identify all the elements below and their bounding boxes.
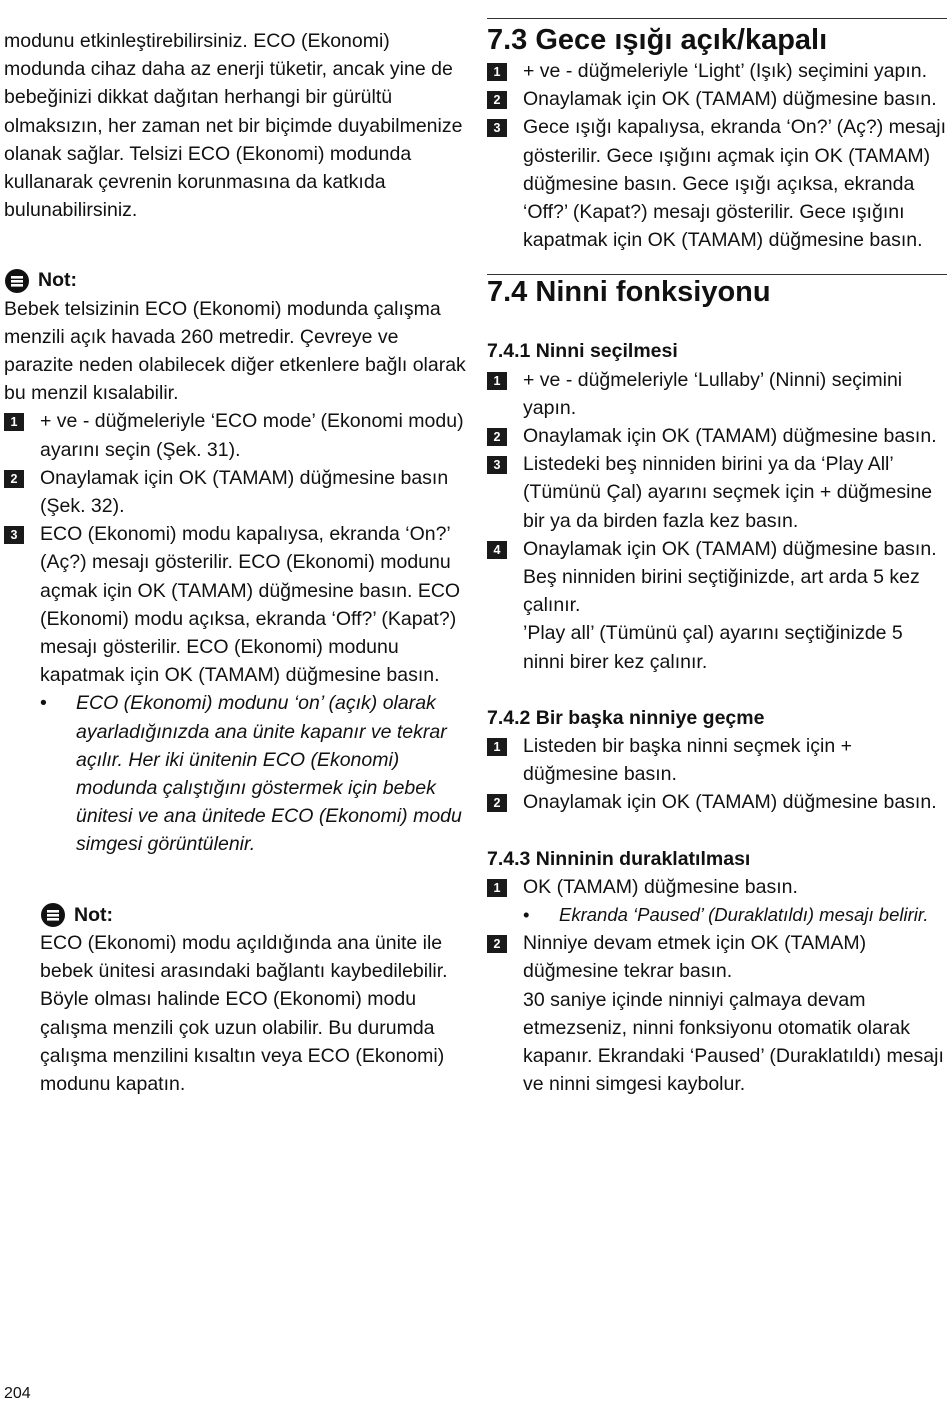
- step-text: Listedeki beş ninniden birini ya da ‘Play All’ (Tümünü Çal) ayarını seçmek için + düğmesine bir ya da birden fazla kez basın.: [523, 453, 933, 532]
- pause-lullaby-steps: [487, 873, 947, 986]
- step-number-badge: 3: [487, 456, 507, 474]
- step-item: [487, 873, 947, 901]
- step-item: [487, 422, 947, 450]
- lullaby-info-1: Beş ninniden birini seçtiğinizde, art arda 5 kez çalınır.: [523, 566, 920, 617]
- step-item: [487, 57, 947, 85]
- lullaby-select-steps: [487, 366, 947, 563]
- step-item: [487, 788, 947, 816]
- eco-bullet-text: ECO (Ekonomi) modunu ‘on’ (açık) olarak ayarladığınızda ana ünite kapanır ve tekrar açılır. Her iki ünitenin ECO (Ekonomi) modunda çalıştığını göstermek için bebek ünitesi ve ana ünitede ECO (Ekonomi) modu simgesi görüntülenir.: [76, 692, 462, 856]
- step-number-badge: 1: [487, 372, 507, 390]
- step-item: [487, 113, 947, 254]
- note-2-text: ECO (Ekonomi) modu açıldığında ana ünite ile bebek ünitesi arasındaki bağlantı kaybedilebilir. Böyle olması halinde ECO (Ekonomi) modu çalışma menzili çok uzun olabilir. Bu durumda çalışma menzilini kısaltın veya ECO (Ekonomi) modunu kapatın.: [40, 931, 448, 1095]
- section-7-4-1-title: 7.4.1 Ninni seçilmesi: [487, 340, 678, 363]
- step-text: Onaylamak için OK (TAMAM) düğmesine basın.: [523, 88, 937, 111]
- step-number-badge: 1: [4, 413, 24, 431]
- eco-steps: [4, 407, 468, 689]
- night-light-steps: [487, 57, 947, 254]
- step-number-badge: 3: [487, 119, 507, 137]
- step-text: Onaylamak için OK (TAMAM) düğmesine basın (Şek. 32).: [40, 466, 449, 518]
- intro-paragraph: modunu etkinleştirebilirsiniz. ECO (Ekonomi) modunda cihaz daha az enerji tüketir, ancak yine de bebeğinizi dikkat dağıtan herhangi bir gürültü olmaksızın, her zaman net bir biçimde duyabilmenize olanak sağlar. Telsizi ECO (Ekonomi) modunda kullanarak çevrenin korunmasına da katkıda bulunabilirsiniz.: [4, 30, 463, 222]
- note-1-text: Bebek telsizinin ECO (Ekonomi) modunda çalışma menzili açık havada 260 metredir. Çevreye ve parazite neden olabilecek diğer etkenlere bağlı olarak bu menzil kısalabilir.: [4, 297, 466, 405]
- note-1-heading: [4, 266, 468, 294]
- step-text: + ve - düğmeleriyle ‘Lullaby’ (Ninni) seçimini yapın.: [523, 368, 903, 419]
- page-number: 204: [4, 1385, 31, 1402]
- paused-bullet-text: Ekranda ‘Paused’ (Duraklatıldı) mesajı belirir.: [559, 904, 929, 926]
- step-number-badge: 1: [487, 63, 507, 81]
- step-number-badge: 1: [487, 879, 507, 897]
- step-number-badge: 2: [487, 428, 507, 446]
- step-text: Onaylamak için OK (TAMAM) düğmesine basın.: [523, 537, 937, 560]
- step-text: + ve - düğmeleriyle ‘ECO mode’ (Ekonomi modu) ayarını seçin (Şek. 31).: [40, 410, 464, 461]
- step-number-badge: 2: [487, 91, 507, 109]
- step-number-badge: 2: [487, 794, 507, 812]
- next-lullaby-steps: [487, 732, 947, 817]
- section-7-4-title: 7.4 Ninni fonksiyonu: [487, 276, 771, 309]
- step-item: [487, 732, 947, 788]
- step-text: ECO (Ekonomi) modu kapalıysa, ekranda ‘On?’ (Aç?) mesajı gösterilir. ECO (Ekonomi) modunu açmak için OK (TAMAM) düğmesine basın. ECO (Ekonomi) modu açıksa, ekranda ‘Off?’ (Kapat?) mesajı gösterilir. ECO (Ekonomi) modunu kapatmak için OK (TAMAM) düğmesine basın.: [40, 523, 461, 687]
- step-text: Ninniye devam etmek için OK (TAMAM) düğmesine tekrar basın.: [523, 932, 867, 983]
- step-item: [487, 85, 947, 113]
- note-icon: [40, 902, 66, 928]
- step-number-badge: 2: [4, 470, 24, 488]
- step-item: [487, 366, 947, 422]
- lullaby-info-2: ’Play all’ (Tümünü çal) ayarını seçtiğinizde 5 ninni birer kez çalınır.: [523, 622, 903, 673]
- step-item: [4, 520, 468, 689]
- step-item: [487, 535, 947, 563]
- step-number-badge: 2: [487, 935, 507, 953]
- paused-bullet: [523, 901, 947, 929]
- step-text: Onaylamak için OK (TAMAM) düğmesine basın.: [523, 791, 937, 814]
- pause-info: 30 saniye içinde ninniyi çalmaya devam etmezseniz, ninni fonksiyonu otomatik olarak kapanır. Ekrandaki ‘Paused’ (Duraklatıldı) mesajı ve ninni simgesi kaybolur.: [523, 988, 944, 1096]
- step-item: [487, 929, 947, 985]
- step-text: OK (TAMAM) düğmesine basın.: [523, 875, 798, 898]
- step-text: Listeden bir başka ninni seçmek için + düğmesine basın.: [523, 735, 852, 786]
- step-text: Onaylamak için OK (TAMAM) düğmesine basın.: [523, 425, 937, 448]
- section-divider: [487, 18, 947, 19]
- step-number-badge: 1: [487, 738, 507, 756]
- bullet-dot-icon: •: [40, 692, 47, 715]
- step-number-badge: 3: [4, 526, 24, 544]
- eco-bullet: [40, 689, 466, 858]
- step-item: [4, 407, 468, 463]
- note-1-title: Not:: [38, 269, 77, 292]
- note-icon: [4, 268, 30, 294]
- step-text: + ve - düğmeleriyle ‘Light’ (Işık) seçimini yapın.: [523, 60, 928, 82]
- step-item: [4, 464, 468, 520]
- note-2-heading: [40, 901, 468, 929]
- section-7-3-title: 7.3 Gece ışığı açık/kapalı: [487, 24, 828, 56]
- step-item: [487, 450, 947, 535]
- section-7-4-2-title: 7.4.2 Bir başka ninniye geçme: [487, 706, 765, 729]
- step-text: Gece ışığı kapalıysa, ekranda ‘On?’ (Aç?) mesajı gösterilir. Gece ışığını açmak için OK (TAMAM) düğmesine basın. Gece ışığı açıksa, ekranda ‘Off?’ (Kapat?) mesajı gösterilir. Gece ışığını kapatmak için OK (TAMAM) düğmesine basın.: [523, 116, 947, 252]
- section-7-4-3-title: 7.4.3 Ninninin duraklatılması: [487, 847, 751, 870]
- right-column: [487, 0, 947, 1099]
- note-2-title: Not:: [74, 903, 113, 926]
- left-column: [4, 0, 468, 1098]
- step-number-badge: 4: [487, 541, 507, 559]
- bullet-dot-icon: •: [523, 904, 530, 926]
